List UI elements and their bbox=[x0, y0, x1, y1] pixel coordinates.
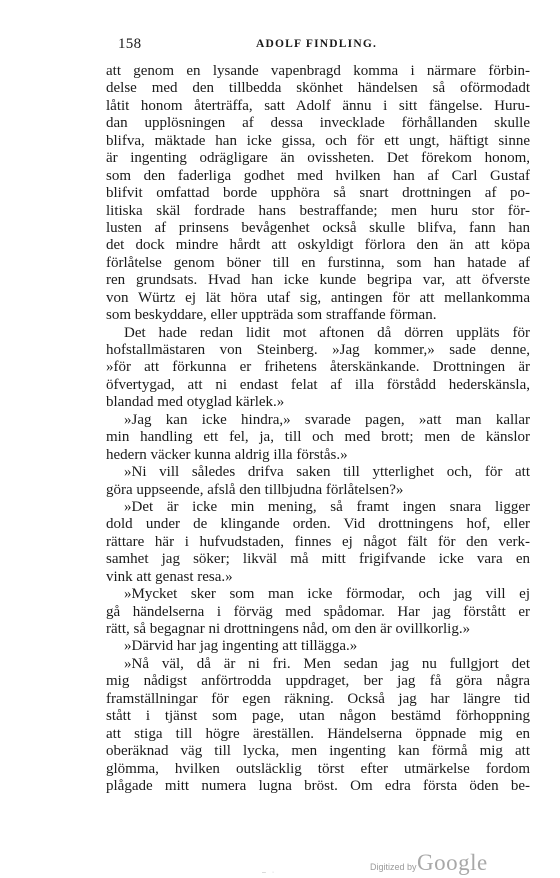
page-header bbox=[106, 36, 530, 56]
text-line: dold under de klingande orden. Vid drottningens hof, eller bbox=[106, 516, 530, 533]
running-title: ADOLF FINDLING. bbox=[256, 38, 378, 50]
page-number: 158 bbox=[118, 36, 142, 52]
text-line: att genom en lysande vapenbragd komma i närmare förbin- bbox=[106, 63, 530, 79]
text-line: förlåtelse genom böner till en furstinna, som han hatade af bbox=[106, 254, 530, 271]
text-line: »Mycket sker som man icke förmodar, och jag vill ej bbox=[124, 586, 530, 603]
text-line: samhet jag söker; likväl må mitt frigifvande icke vara en bbox=[106, 551, 530, 568]
text-line: blandad med otyglad kärlek.» bbox=[106, 394, 285, 411]
text-line: mig nådigst anförtrodda uppdraget, ber jag få göra några bbox=[106, 673, 530, 690]
text-line: öfvertygad, att ni endast felat af illa förstådd hederskänsla, bbox=[106, 376, 530, 393]
text-line: »Därvid har jag ingenting att tillägga.» bbox=[124, 638, 358, 655]
text-line: stått i tjänst som page, utan någon bestämd förhoppning bbox=[106, 708, 530, 725]
text-line: min handling ett fel, ja, till och med brott; men de känslor bbox=[106, 429, 530, 446]
text-line: hofstallmästaren von Steinberg. »Jag kommer,» sade denne, bbox=[106, 342, 530, 358]
text-line: blifvit omfattad borde upphöra så snart drottningen af po- bbox=[106, 185, 530, 202]
text-line: rätt, så begagnar ni drottningens nåd, om den är ovillkorlig.» bbox=[106, 621, 471, 637]
text-line: gå händelserna i förväg med spådomar. Har jag förstått er bbox=[106, 603, 530, 620]
body-text bbox=[106, 63, 530, 795]
text-line: som den faderliga godhet med hvilken han af Carl Gustaf bbox=[106, 167, 530, 184]
text-line: delse med den tillbedda skönhet händelsen så oförmodadt bbox=[106, 80, 530, 97]
text-line: »Ni vill således drifva saken till ytterlighet och, för att bbox=[124, 464, 530, 481]
digitized-by-label: Digitized by bbox=[370, 862, 417, 872]
text-line: dan upplösningen af dessa invecklade förhållanden skulle bbox=[106, 115, 530, 132]
text-line: »Nå väl, då är ni fri. Men sedan jag nu fullgjort det bbox=[124, 655, 530, 672]
text-line: det dock mindre hårdt att oskyldigt förlora den än att köpa bbox=[106, 237, 530, 254]
digitization-watermark bbox=[370, 852, 520, 878]
text-line: glömma, hvilken outsläcklig törst efter utmärkelse fordom bbox=[106, 760, 530, 777]
text-line: göra uppseende, afslå den tillbjudna förlåtelsen?» bbox=[106, 481, 404, 498]
text-line: »Jag kan icke hindra,» svarade pagen, »att man kallar bbox=[124, 411, 530, 428]
text-line: plågade mitt numera lugna bröst. Om edra första öden be- bbox=[106, 777, 530, 794]
text-line: rättare här i hufvudstaden, finnes ej något fält för den verk- bbox=[106, 533, 530, 550]
text-line: att stiga till högre äreställen. Händelserna öppnade mig en bbox=[106, 725, 530, 742]
text-line: hedern väcker kunna aldrig illa förstås.» bbox=[106, 446, 348, 463]
text-line: som beskyddare, eller uppträda som straffande förman. bbox=[106, 307, 437, 324]
text-line: vink att genast resa.» bbox=[106, 568, 233, 585]
text-line: oberäknad väg till lycka, men ingenting kan förmå mig att bbox=[106, 743, 530, 760]
text-line: låtit honom återträffa, satt Adolf ännu i sitt fängelse. Huru- bbox=[106, 97, 530, 114]
text-line: »Det är icke min mening, så framt ingen snara ligger bbox=[124, 498, 530, 515]
text-line: von Würtz ej lät höra utaf sig, antingen för att mellankomma bbox=[106, 289, 530, 306]
text-line: blifva, mäktade han icke gissa, och för ett ungt, häftigt sinne bbox=[106, 132, 530, 149]
text-line: »för att förkunna er frihetens återskänkande. Drottningen är bbox=[106, 359, 530, 376]
scan-mark: – · bbox=[262, 869, 277, 876]
text-line: är ingenting odrägligare än ovissheten. Det förekom honom, bbox=[106, 150, 530, 167]
text-line: framställningar för egen räkning. Också jag har längre tid bbox=[106, 690, 530, 707]
text-line: lusten af prinsens bevågenhet också skulle blifva, fann han bbox=[106, 219, 530, 236]
text-line: ren grundsats. Hvad han icke kunde begripa var, att öfverste bbox=[106, 272, 530, 289]
google-logo: Google bbox=[417, 850, 488, 875]
text-line: Det hade redan lidit mot aftonen då dörren uppläts för bbox=[124, 324, 530, 341]
text-line: litiska skäl fordrade hans bestraffande; men huru stor för- bbox=[106, 202, 530, 219]
